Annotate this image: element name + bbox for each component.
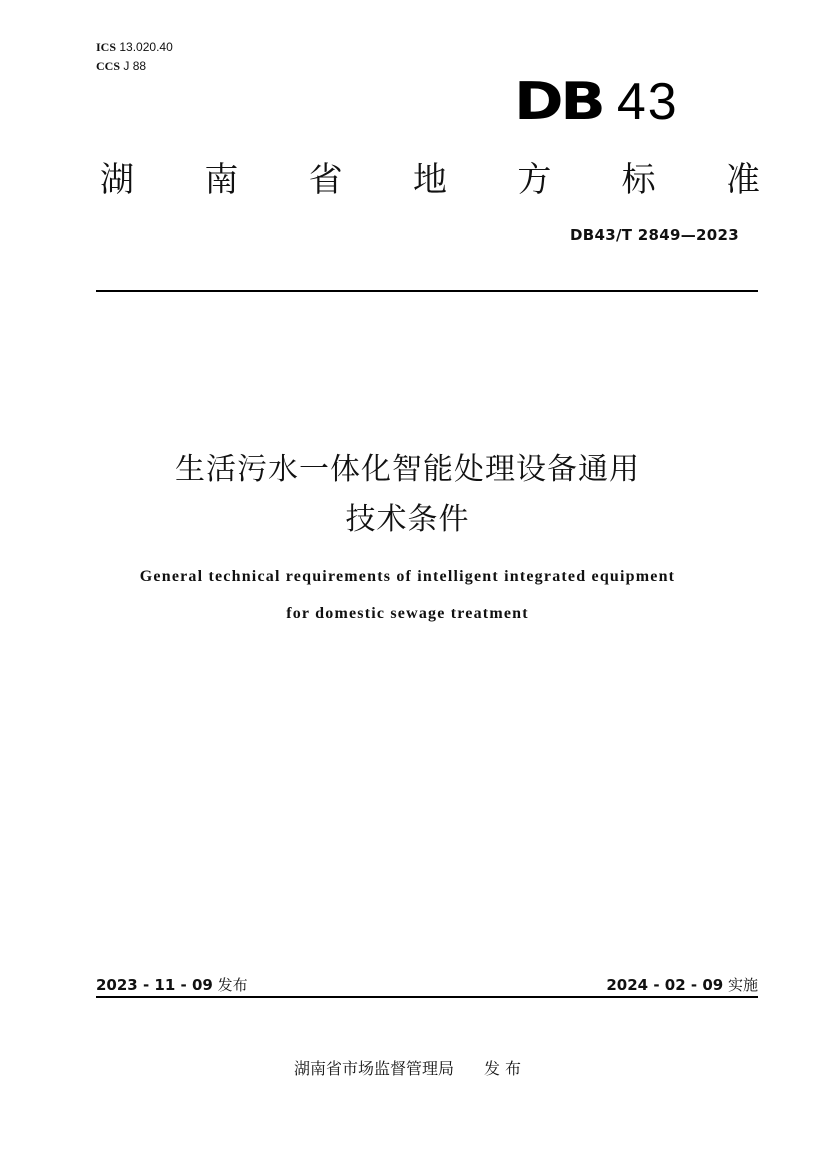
- ics-line: [96, 38, 173, 57]
- date-row: [96, 974, 758, 995]
- publish-info: [96, 974, 248, 995]
- standard-type-char: 标: [621, 160, 656, 200]
- db-logo-number: 43: [616, 73, 679, 131]
- implement-word: 实施: [727, 976, 758, 994]
- standard-type-title: [100, 152, 760, 201]
- standard-number: DB43/T 2849—2023: [570, 226, 739, 244]
- publish-date: 2023 - 11 - 09: [96, 976, 213, 994]
- standard-type-char: 南: [204, 160, 239, 200]
- ccs-value: J 88: [123, 59, 147, 73]
- db-logo: [514, 72, 679, 132]
- issuer-action: 发 布: [483, 1059, 522, 1078]
- standard-type-char: 湖: [100, 160, 134, 200]
- ccs-label: CCS: [96, 59, 121, 73]
- issuer-line: [0, 1056, 815, 1079]
- bottom-divider: [96, 996, 758, 998]
- top-divider: [96, 290, 758, 292]
- standard-type-char: 省: [308, 160, 343, 200]
- title-cn-line1: 生活污水一体化智能处理设备通用: [175, 452, 640, 487]
- title-en-line2: for domestic sewage treatment: [286, 605, 529, 622]
- issuer-name: 湖南省市场监督管理局: [293, 1059, 454, 1078]
- title-en-line1: General technical requirements of intelligent integrated equipment: [139, 568, 676, 585]
- standard-type-char: 地: [412, 160, 447, 200]
- ics-value: 13.020.40: [119, 40, 173, 54]
- ics-label: ICS: [96, 40, 117, 54]
- implement-date: 2024 - 02 - 09: [606, 976, 724, 994]
- standard-type-char: 方: [517, 160, 552, 200]
- publish-word: 发布: [217, 976, 248, 994]
- ccs-line: [96, 57, 173, 76]
- standard-type-char: 准: [725, 160, 760, 200]
- title-cn-line2: 技术条件: [345, 502, 470, 537]
- db-logo-mark: DB: [514, 72, 603, 132]
- classification-codes: [96, 38, 173, 76]
- implement-info: [606, 974, 758, 995]
